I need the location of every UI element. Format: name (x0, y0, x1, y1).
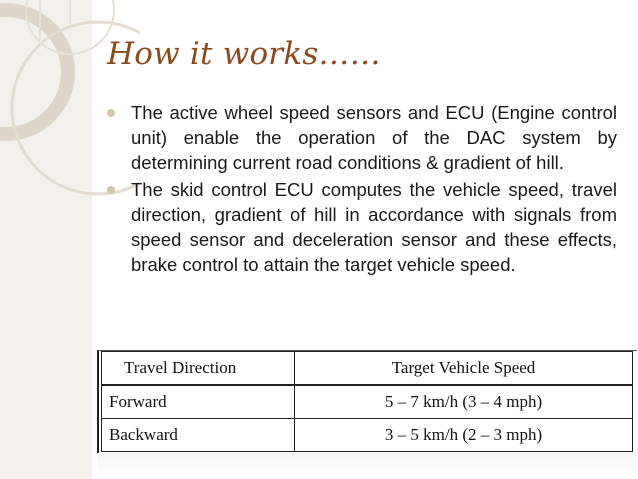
speed-table (101, 351, 633, 452)
slide-title: How it works…… (107, 36, 381, 72)
bullet-dot-icon (107, 186, 115, 194)
bullet-text: The skid control ECU computes the vehicle speed, travel direction, gradient of hill in accordance with signals from speed sensor and deceleration sensor and these effects, brake control to attain the target vehicle speed. (131, 179, 617, 275)
column-header-travel-direction: Travel Direction (102, 352, 295, 386)
table-row (102, 419, 633, 452)
cell-direction: Backward (102, 419, 295, 452)
table-header-row (102, 352, 633, 386)
cell-speed: 5 – 7 km/h (3 – 4 mph) (295, 385, 633, 419)
table-bottom-shadow (97, 453, 637, 479)
speed-table-image (97, 350, 637, 455)
bullet-item (102, 177, 617, 277)
bullet-text: The active wheel speed sensors and ECU (Engine control unit) enable the operation of the DAC system by determining current road conditions & gradient of hill. (131, 102, 617, 173)
cell-direction: Forward (102, 385, 295, 419)
cell-speed: 3 – 5 km/h (2 – 3 mph) (295, 419, 633, 452)
bullet-list (102, 100, 617, 279)
column-header-target-speed: Target Vehicle Speed (295, 352, 633, 386)
bullet-dot-icon (107, 109, 115, 117)
table-row (102, 385, 633, 419)
bullet-item (102, 100, 617, 175)
